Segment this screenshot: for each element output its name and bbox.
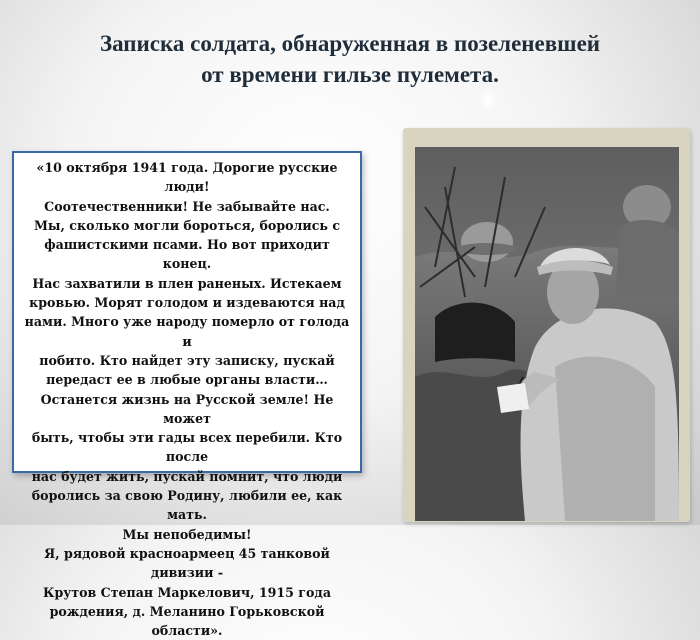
note-line: побито. Кто найдет эту записку, пускай (39, 352, 335, 368)
note-line: Останется жизнь на Русской земле! Не может (40, 391, 334, 426)
note-line: кровью. Морят голодом и издеваются над (29, 295, 345, 311)
note-line: Крутов Степан Маркелович, 1915 года (43, 584, 331, 600)
soldier-note-box (12, 151, 362, 639)
photo-frame (403, 128, 690, 522)
note-line: Мы непобедимы! (122, 526, 252, 542)
note-line: Соотечественники! Не забывайте нас. (44, 198, 330, 214)
note-line: Мы, сколько могли бороться, боролись с (33, 217, 341, 233)
note-line: рождения, д. Меланино Горьковской области». (49, 603, 325, 639)
note-line: боролись за свою Родину, любили ее, как мать. (31, 488, 343, 523)
note-line: нами. Много уже народу померло от голода и (24, 314, 350, 349)
soldier-writing-illustration (415, 147, 679, 521)
note-line: Нас захватили в плен раненых. Истекаем (32, 275, 342, 291)
note-line: фашистскими псами. Но вот приходит конец. (44, 237, 330, 272)
slide-title-line-2: от времени гильзе пулемета. (201, 62, 499, 87)
note-line: «10 октября 1941 года. Дорогие русские люди! (36, 160, 338, 195)
note-line: Я, рядовой красноармеец 45 танковой дивизии - (44, 545, 330, 581)
light-glare (484, 96, 492, 104)
note-line: передаст ее в любые органы власти… (46, 372, 328, 388)
note-line: быть, чтобы эти гады всех перебили. Кто после (31, 430, 343, 465)
note-line: нас будет жить, пускай помнит, что люди (31, 468, 343, 484)
soldier-note-text (20, 158, 354, 640)
slide-title-line-1: Записка солдата, обнаруженная в позеленевшей (99, 31, 601, 56)
soldier-writing-photo (415, 147, 679, 521)
slide-title (40, 28, 660, 90)
